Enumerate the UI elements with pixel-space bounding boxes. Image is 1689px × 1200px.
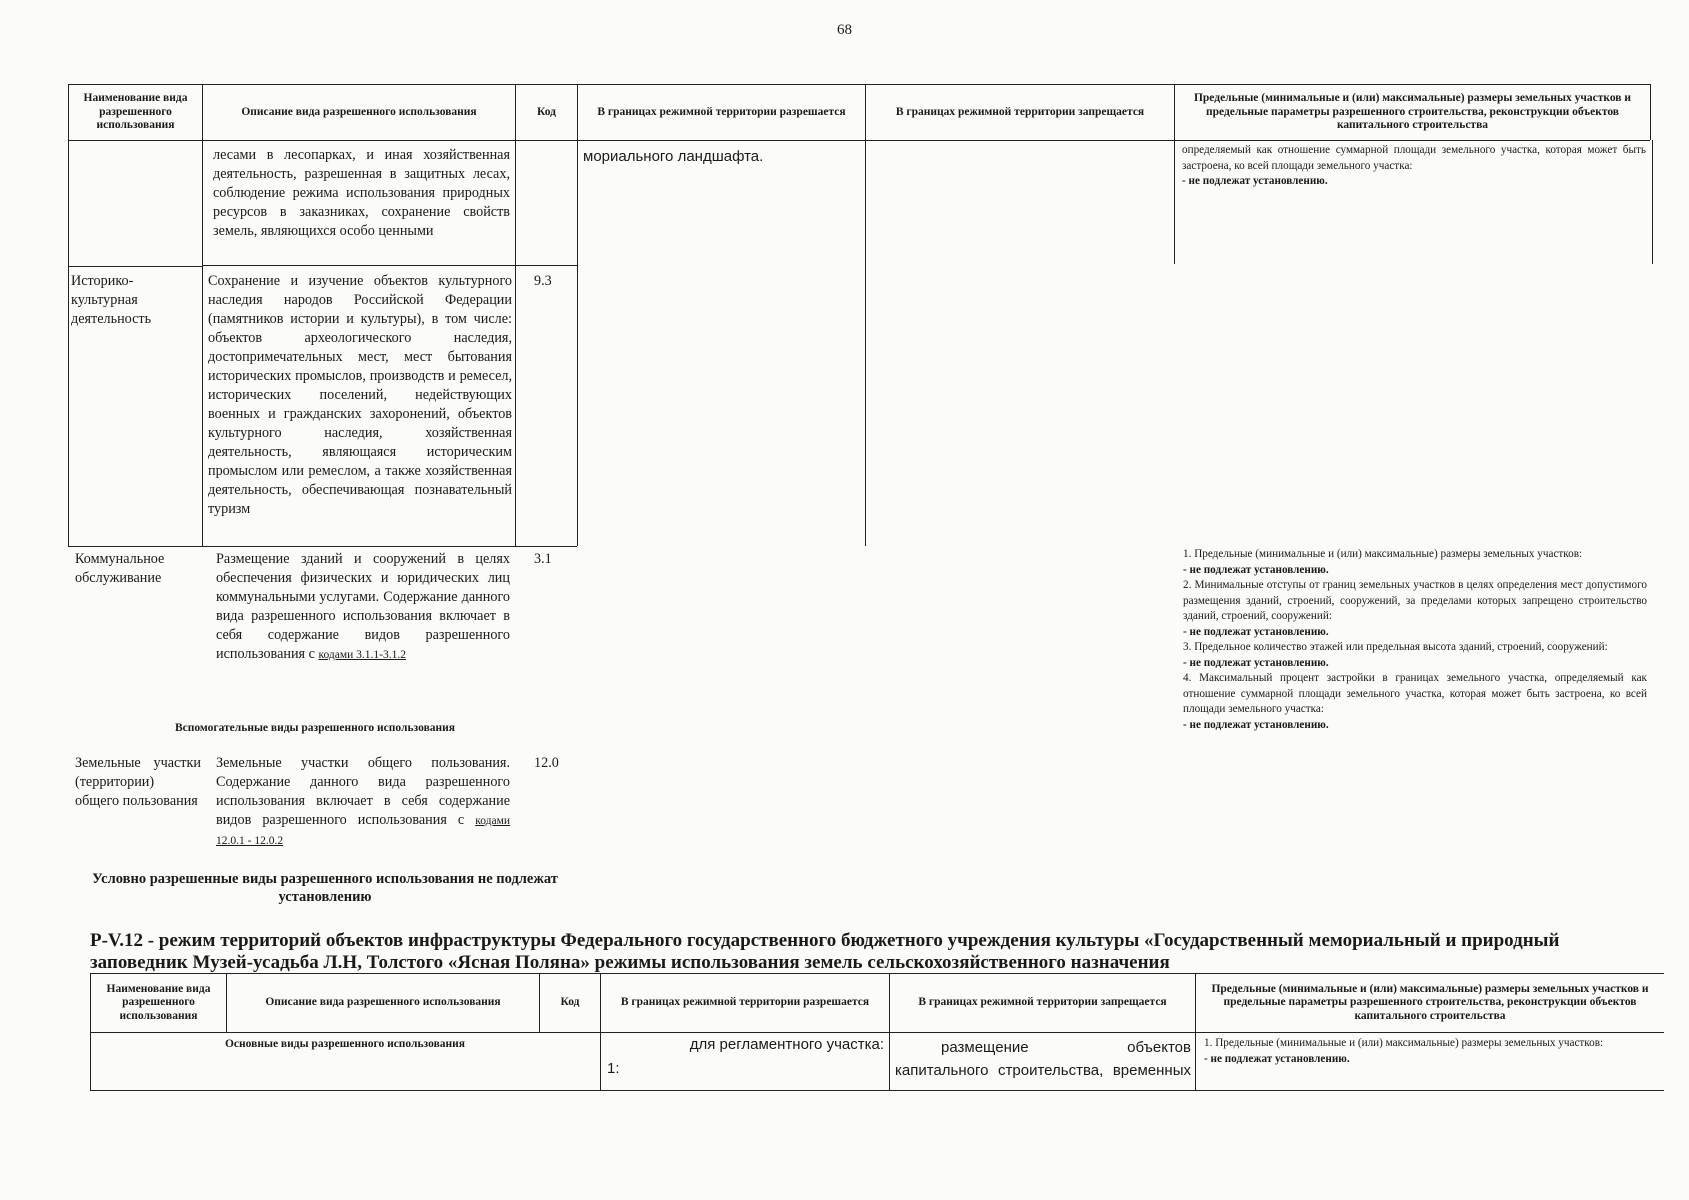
t1-row-history-description: Сохранение и изучение объектов культурного наследия народов Российской Федерации (памятников истории и культуры), в том числе: объектов археологического наследия, достопримечательных мест, мест бытования исторических промыслов, производств и ремесел, исторических поселений, недействующих военных и гражданских захоронений, объектов культурного наследия, хозяйственная деятельность, являющаяся историческим промыслом или ремеслом, а также хозяйственная деятельность, обеспечивающая познавательный туризм bbox=[208, 273, 512, 517]
t2-header-limits: Предельные (минимальные и (или) максимальные) размеры земельных участков и предельные параметры разрешенного строительства, реконструкции объектов капитального строительства bbox=[1211, 982, 1649, 1022]
t1-header-name: Наименование вида разрешенного использования bbox=[83, 92, 188, 132]
conditional-note: Условно разрешенные виды разрешенного использования не подлежат установлению bbox=[92, 871, 558, 905]
free-limit-3-text: 3. Предельное количество этажей или предельная высота зданий, строений, сооружений: bbox=[1183, 641, 1608, 653]
t1-row-continued-limits bbox=[1182, 143, 1646, 190]
row-communal-link: кодами 3.1.1-3.1.2 bbox=[318, 649, 406, 661]
t2-limits bbox=[1204, 1036, 1660, 1067]
t1-row-history-code: 9.3 bbox=[534, 273, 552, 289]
t1-row-continued-allowed: мориального ландшафта. bbox=[583, 148, 764, 165]
t1-limits-bold: - не подлежат установлению. bbox=[1182, 175, 1328, 187]
t1-header-code: Код bbox=[536, 105, 556, 118]
row-communal-code: 3.1 bbox=[534, 551, 552, 567]
free-limit-4-bold: - не подлежат установлению. bbox=[1183, 718, 1329, 731]
t1-header-forbidden: В границах режимной территории запрещается bbox=[895, 105, 1145, 118]
free-limit-2-text: 2. Минимальные отступы от границ земельных участков в целях определения мест допустимого размещения зданий, строений, сооружений, за пределами которых запрещено строительство зданий, строений, сооружений: bbox=[1183, 579, 1647, 622]
t1-header-description: Описание вида разрешенного использования bbox=[241, 105, 477, 118]
row-land-link: кодами 12.0.1 - 12.0.2 bbox=[216, 815, 510, 847]
row-communal-text: Размещение зданий и сооружений в целях обеспечения физических и юридических лиц коммунальными услугами. Содержание данного вида разрешенного использования включает в себя содержание видов разрешенного использования с bbox=[216, 551, 510, 662]
t1-row-continued-description: лесами в лесопарках, и иная хозяйственная деятельность, разрешенная в защитных лесах, соблюдение режима использования природных ресурсов в заказниках, сохранение свойств земель, являющихся особо ценными bbox=[213, 147, 510, 239]
t1-header-allowed: В границах режимной территории разрешается bbox=[597, 105, 846, 118]
free-limit-1-bold: - не подлежат установлению. bbox=[1183, 563, 1329, 576]
free-limit-3-bold: - не подлежат установлению. bbox=[1183, 656, 1329, 669]
t2-header-forbidden: В границах режимной территории запрещается bbox=[918, 996, 1167, 1009]
section-title: Р-V.12 - режим территорий объектов инфраструктуры Федерального государственного бюджетного учреждения культуры «Государственный мемориальный и природный заповедник Музей-усадьба Л.Н, Толстого «Ясная Поляна» режимы использования земель сельскохозяйственного назначения bbox=[90, 930, 1560, 973]
free-limit-4-text: 4. Максимальный процент застройки в границах земельного участка, определяемый как отношение суммарной площади земельного участка, которая может быть застроена, ко всей площади земельного участка: bbox=[1183, 672, 1647, 715]
t2-allowed-line1: для регламентного участка: bbox=[689, 1036, 884, 1053]
row-land-name: Земельные участки (территории) общего пользования bbox=[75, 755, 201, 809]
t1-header-limits: Предельные (минимальные и (или) максимальные) размеры земельных участков и предельные параметры разрешенного строительства, реконструкции объектов капитального строительства bbox=[1193, 92, 1632, 132]
auxiliary-heading: Вспомогательные виды разрешенного использования bbox=[175, 722, 455, 734]
t2-limits-bold: - не подлежат установлению. bbox=[1204, 1052, 1350, 1065]
t2-limits-text: 1. Предельные (минимальные и (или) максимальные) размеры земельных участков: bbox=[1204, 1037, 1604, 1049]
t2-header-description: Описание вида разрешенного использования bbox=[265, 996, 501, 1009]
row-communal-name: Коммунальное обслуживание bbox=[75, 551, 165, 586]
row-communal-description bbox=[216, 550, 510, 665]
t1-row-history-name: Историко-культурная деятельность bbox=[71, 273, 152, 327]
free-limit-2-bold: - не подлежат установлению. bbox=[1183, 625, 1329, 638]
t2-forbidden: размещение объектов капитального строительства, временных bbox=[895, 1039, 1191, 1079]
t1-limits-text: определяемый как отношение суммарной площади земельного участка, которая может быть застроена, ко всей площади земельного участка: bbox=[1182, 144, 1646, 172]
free-limit-1-text: 1. Предельные (минимальные и (или) максимальные) размеры земельных участков: bbox=[1183, 548, 1583, 560]
t2-allowed-line2: 1: bbox=[607, 1060, 620, 1077]
page-number: 68 bbox=[837, 22, 852, 38]
t2-header-name: Наименование вида разрешенного использования bbox=[106, 982, 211, 1022]
t2-basic-heading: Основные виды разрешенного использования bbox=[224, 1038, 466, 1050]
row-land-text: Земельные участки общего пользования. Содержание данного вида разрешенного использования включает в себя содержание видов разрешенного использования с bbox=[216, 755, 510, 828]
free-limits-list bbox=[1183, 547, 1647, 733]
t2-header-allowed: В границах режимной территории разрешается bbox=[620, 996, 870, 1009]
t2-header-code: Код bbox=[560, 996, 580, 1009]
row-land-description bbox=[216, 754, 510, 851]
row-land-code: 12.0 bbox=[534, 755, 559, 771]
